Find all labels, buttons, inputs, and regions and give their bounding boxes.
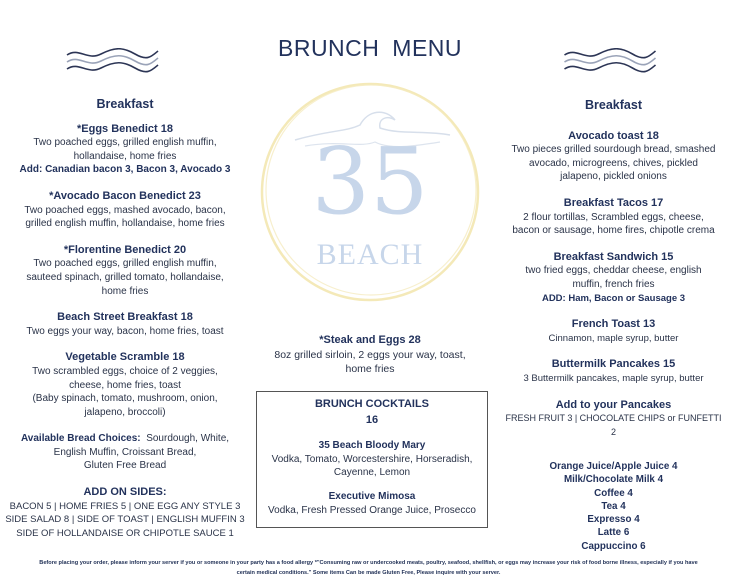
- bread-label: Available Bread Choices:: [20, 433, 141, 445]
- item-name: *Steak and Eggs 28: [319, 334, 421, 346]
- item-desc: 2 flour tortillas, Scrambled eggs, cheese,: [523, 211, 704, 223]
- cocktail-desc: Vodka, Tomato, Worcestershire, Horseradish,: [271, 453, 473, 465]
- item-name: Vegetable Scramble 18: [65, 351, 185, 364]
- item-desc: home fries: [101, 285, 149, 297]
- cocktail-desc: Vodka, Fresh Pressed Orange Juice, Prosecco: [268, 504, 476, 516]
- drink-item: Expresso 4: [587, 514, 640, 526]
- item-name: *Florentine Benedict 20: [63, 243, 187, 256]
- item-name: French Toast 13: [571, 318, 656, 331]
- sides-line: BACON 5 | HOME FRIES 5 | ONE EGG ANY STYLE 3: [9, 500, 241, 512]
- cocktails-heading: BRUNCH COCKTAILS: [314, 398, 430, 410]
- item-desc: muffin, french fries: [572, 278, 655, 290]
- item-desc: FRESH FRUIT 3 | CHOCOLATE CHIPS or FUNFETTI: [505, 413, 722, 424]
- drink-item: Tea 4: [601, 500, 626, 512]
- menu-item: [490, 130, 737, 184]
- menu-item: [0, 190, 250, 231]
- cocktail-name: 35 Beach Bloody Mary: [318, 440, 426, 452]
- item-name: Breakfast Tacos 17: [563, 196, 664, 209]
- drink-item: Orange Juice/Apple Juice 4: [549, 461, 678, 473]
- menu-item: [490, 197, 737, 238]
- page-title: BRUNCH MENU: [278, 35, 462, 61]
- item-desc: Cinnamon, maple syrup, butter: [548, 332, 679, 344]
- disclaimer-line: Before placing your order, please inform your server if you or someone in your party has a food allergy *"Consuming raw or undercooked meats, poultry, seafood, shellfish, or eggs may increase your risk of food borne illness, especially if you have: [39, 560, 698, 566]
- add-on-sides: [0, 486, 250, 540]
- logo-name: BEACH: [316, 238, 424, 271]
- item-desc: home fries: [345, 363, 395, 375]
- cocktails-price: 16: [365, 413, 379, 426]
- drink-item: Cappuccino 6: [581, 540, 646, 552]
- section-heading: Breakfast: [585, 98, 642, 112]
- section-heading: Breakfast: [96, 97, 154, 111]
- item-desc: Two eggs your way, bacon, home fries, toast: [26, 325, 224, 337]
- item-addon: Add: Canadian bacon 3, Bacon 3, Avocado 3: [19, 164, 231, 176]
- item-desc: cheese, home fries, toast: [69, 379, 181, 391]
- item-desc: 2: [610, 426, 616, 437]
- drinks-list: [490, 460, 737, 552]
- bread-option: Gluten Free Bread: [83, 460, 167, 472]
- right-breakfast-column: [490, 99, 737, 553]
- drink-item: Coffee 4: [594, 487, 633, 499]
- item-name: Add to your Pancakes: [555, 398, 672, 411]
- item-desc: Two poached eggs, grilled english muffin,: [33, 137, 217, 149]
- item-name: *Avocado Bacon Benedict 23: [49, 189, 201, 202]
- item-desc: jalapeno, broccoli): [84, 406, 166, 418]
- item-name: Buttermilk Pancakes 15: [551, 358, 676, 371]
- drink-item: Latte 6: [597, 527, 630, 539]
- item-desc: Two poached eggs, grilled english muffin,: [33, 258, 217, 270]
- cocktail-name: Executive Mimosa: [328, 490, 416, 502]
- drink-item: Milk/Chocolate Milk 4: [563, 474, 664, 486]
- item-desc: grilled english muffin, hollandaise, home fries: [25, 218, 225, 230]
- menu-item: [0, 351, 250, 419]
- item-desc: (Baby spinach, tomato, mushroom, onion,: [32, 393, 218, 405]
- menu-item: [0, 311, 250, 338]
- bread-choices: [0, 432, 250, 473]
- cocktail-desc: Cayenne, Lemon: [333, 467, 411, 479]
- item-desc: bacon or sausage, home fires, chipotle crema: [512, 225, 715, 237]
- sides-heading: ADD ON SIDES:: [83, 486, 167, 499]
- bread-option: Sourdough, White,: [146, 433, 230, 445]
- item-name: *Eggs Benedict 18: [77, 122, 173, 135]
- item-name: Breakfast Sandwich 15: [553, 250, 674, 263]
- wave-icon-left: [65, 48, 160, 74]
- left-breakfast-column: [0, 98, 250, 540]
- steak-and-eggs-item: [250, 333, 490, 377]
- item-desc: avocado, microgreens, chives, pickled: [529, 157, 698, 169]
- restaurant-logo: [250, 70, 490, 310]
- cocktail-item: [257, 490, 487, 517]
- allergy-disclaimer: [0, 558, 737, 578]
- cocktail-item: [257, 439, 487, 480]
- item-desc: 8oz grilled sirloin, 2 eggs your way, toast,: [274, 348, 466, 361]
- item-addon: ADD: Ham, Bacon or Sausage 3: [541, 292, 686, 304]
- bread-option: English Muffin, Croissant Bread,: [53, 446, 197, 458]
- disclaimer-line: certain medical conditions." Some items Can be made Gluten Free, Please inquire with your server.: [236, 570, 501, 576]
- item-desc: jalapeno, pickled onions: [560, 171, 667, 183]
- wave-icon-right: [560, 48, 660, 74]
- menu-item: [490, 358, 737, 385]
- sides-line: SIDE OF HOLLANDAISE OR CHIPOTLE SAUCE 1: [16, 527, 234, 539]
- menu-item: [490, 251, 737, 305]
- item-desc: 3 Buttermilk pancakes, maple syrup, butter: [523, 372, 704, 384]
- item-desc: Two poached eggs, mashed avocado, bacon,: [24, 204, 226, 216]
- item-name: Avocado toast 18: [568, 129, 659, 142]
- menu-item: [0, 123, 250, 177]
- menu-item: [490, 318, 737, 345]
- item-desc: sauteed spinach, grilled tomato, hollandaise,: [26, 271, 224, 283]
- item-desc: Two pieces grilled sourdough bread, smashed: [511, 144, 716, 156]
- brunch-cocktails-box: [256, 391, 488, 528]
- item-desc: Two scrambled eggs, choice of 2 veggies,: [32, 365, 218, 377]
- menu-item: [490, 399, 737, 440]
- logo-number: 35: [311, 128, 429, 235]
- item-desc: two fried eggs, cheddar cheese, english: [525, 265, 702, 277]
- item-name: Beach Street Breakfast 18: [57, 311, 193, 324]
- sides-line: SIDE SALAD 8 | SIDE OF TOAST | ENGLISH MUFFIN 3: [5, 514, 245, 526]
- menu-item: [0, 244, 250, 298]
- item-desc: hollandaise, home fries: [73, 150, 177, 162]
